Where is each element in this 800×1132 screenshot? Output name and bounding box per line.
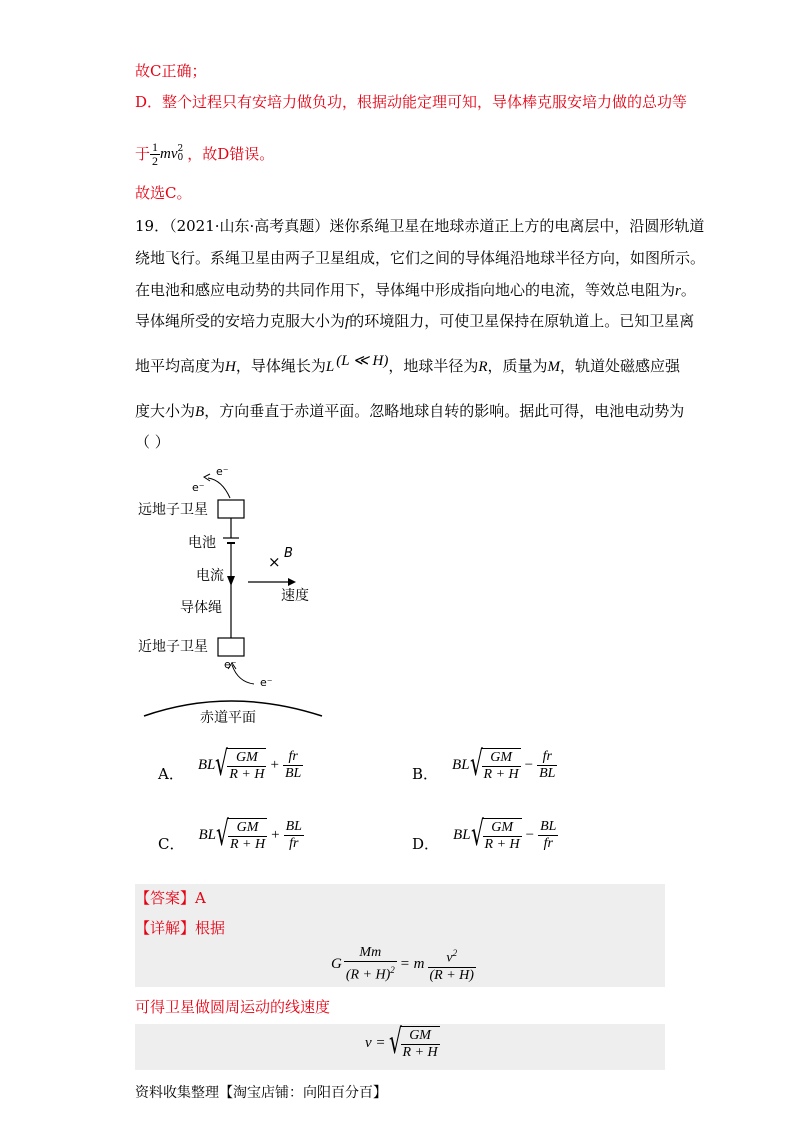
option-b-sqrt-den: R + H bbox=[483, 767, 519, 782]
q6-text-a: 度大小为 bbox=[135, 402, 196, 420]
option-b[interactable] bbox=[412, 744, 557, 784]
electron-top-path bbox=[208, 478, 230, 498]
option-c-pre: BL bbox=[198, 827, 216, 843]
d-supsub bbox=[178, 145, 184, 163]
rope-label: 导体绳 bbox=[180, 600, 222, 616]
var-f: f bbox=[345, 314, 350, 330]
q5-text-c: ，地球半径为 bbox=[388, 357, 479, 375]
option-d-letter: D． bbox=[412, 835, 440, 853]
option-b-frac-den: BL bbox=[539, 766, 556, 781]
current-label: 电流 bbox=[196, 568, 224, 584]
near-satellite-box bbox=[218, 638, 244, 656]
near-satellite-label: 近地子卫星 bbox=[138, 639, 208, 655]
question-line4 bbox=[135, 311, 694, 332]
d-line2-prefix: 于 bbox=[135, 145, 151, 163]
page-footer: 资料收集整理【淘宝店铺：向阳百分百】 bbox=[135, 1085, 387, 1101]
answer-blank: （ ） bbox=[135, 433, 170, 451]
d-sup: 2 bbox=[177, 144, 184, 154]
option-a-letter: A． bbox=[158, 765, 184, 783]
d-line2-suffix: ，故D错误。 bbox=[187, 145, 275, 163]
c-correct-line: 故C正确； bbox=[135, 62, 207, 80]
option-a-sqrt-den: R + H bbox=[229, 767, 265, 782]
option-b-sign: − bbox=[524, 757, 534, 773]
answer-value: A bbox=[195, 889, 206, 907]
var-L: L bbox=[325, 359, 335, 375]
option-a-pre: BL bbox=[197, 757, 216, 773]
option-b-pre: BL bbox=[452, 757, 470, 773]
answer-line bbox=[135, 888, 206, 908]
option-d-frac-den: fr bbox=[543, 836, 553, 851]
question-line1-text: 迷你系绳卫星在地球赤道正上方的电离层中，沿圆形轨道 bbox=[329, 217, 705, 235]
question-line6 bbox=[135, 401, 684, 422]
option-a-sqrt-num: GM bbox=[227, 750, 266, 767]
eq1-rden: (R + H) bbox=[429, 967, 474, 983]
option-b-frac-num: fr bbox=[537, 749, 557, 766]
question-source: （2021·山东·高考真题） bbox=[169, 217, 330, 235]
option-a-frac bbox=[283, 749, 303, 782]
option-d[interactable] bbox=[412, 814, 558, 854]
q5-text-a: 地平均高度为 bbox=[135, 357, 226, 375]
magnetic-field-cross: × bbox=[268, 553, 281, 571]
var-R: R bbox=[478, 359, 488, 375]
eq2-lhs: v = bbox=[365, 1035, 386, 1051]
q5-text-b: ，导体绳长为 bbox=[235, 357, 326, 375]
q4-text-a: 导体绳所受的安培力克服大小为 bbox=[135, 312, 346, 330]
condition-L-much-less-H: (L ≪ H) bbox=[336, 353, 389, 369]
eq1-G: G bbox=[331, 955, 342, 972]
d-frac-den: 2 bbox=[152, 153, 159, 168]
var-M: M bbox=[547, 359, 561, 375]
d-fraction bbox=[150, 141, 160, 168]
detail-label: 【详解】 bbox=[135, 919, 196, 937]
electron-top-1: e⁻ bbox=[216, 465, 229, 478]
option-b-sqrt-num: GM bbox=[482, 750, 521, 767]
eq1-den-text: (R + H) bbox=[345, 967, 391, 983]
question-line3 bbox=[135, 280, 696, 301]
option-d-sqrt-den: R + H bbox=[484, 837, 520, 852]
option-c-frac-num: BL bbox=[285, 819, 302, 834]
option-d-explanation-line1: D．整个过程只有安培力做负功，根据动能定理可知，导体棒克服安培力做的总功等 bbox=[135, 93, 688, 111]
eq1-rnum bbox=[428, 945, 476, 968]
detail-text: 根据 bbox=[195, 919, 226, 937]
electron-top-arrowhead bbox=[204, 474, 210, 481]
option-c-frac bbox=[284, 819, 304, 852]
q5-text-d: ，质量为 bbox=[487, 357, 548, 375]
option-b-letter: B． bbox=[412, 765, 439, 783]
option-b-frac bbox=[537, 749, 557, 782]
question-line5 bbox=[135, 353, 681, 377]
equator-label: 赤道平面 bbox=[200, 710, 256, 726]
option-c-sqrt-den: R + H bbox=[230, 837, 266, 852]
eq2-sqrt: √ $\frac{GM}{R + H}$ bbox=[388, 1022, 438, 1062]
magnetic-field-label: B bbox=[284, 546, 293, 561]
option-c-frac-den: fr bbox=[289, 836, 299, 851]
option-d-sign: − bbox=[525, 827, 535, 843]
option-c[interactable] bbox=[158, 814, 304, 854]
option-c-sqrt: √ $\frac{GM}{R + H}$ bbox=[216, 814, 266, 854]
option-a-sqrt: √ $\frac{GM}{R + H}$ bbox=[215, 744, 265, 784]
q3-text-b: 。 bbox=[680, 281, 696, 299]
option-d-explanation-line2 bbox=[135, 134, 274, 174]
electron-bottom-2: e⁻ bbox=[260, 676, 273, 689]
battery-label: 电池 bbox=[188, 535, 216, 551]
velocity-explanation: 可得卫星做圆周运动的线速度 bbox=[135, 998, 331, 1016]
velocity-label: 速度 bbox=[281, 588, 309, 604]
q5-text-e: ，轨道处磁感应强 bbox=[560, 357, 681, 375]
q4-text-b: 的环境阻力，可使卫星保持在原轨道上。已知卫星离 bbox=[349, 312, 695, 330]
d-sub: 0 bbox=[177, 153, 184, 163]
tether-satellite-diagram bbox=[130, 460, 350, 730]
eq1-right-frac bbox=[428, 945, 476, 984]
detail-line bbox=[135, 918, 225, 938]
choose-c-line: 故选C。 bbox=[135, 184, 192, 202]
velocity-arrowhead bbox=[288, 578, 296, 586]
electron-bottom-1: e⁻ bbox=[224, 658, 237, 671]
equation-gravity-centripetal bbox=[331, 945, 476, 984]
d-expr: mv bbox=[160, 146, 178, 162]
question-line1 bbox=[135, 216, 704, 236]
option-c-sqrt-num: GM bbox=[228, 820, 267, 837]
eq2-den: R + H bbox=[402, 1045, 438, 1060]
option-b-sqrt: √ $\frac{GM}{R + H}$ bbox=[469, 744, 519, 784]
answer-label: 【答案】 bbox=[135, 889, 196, 907]
eq2-num: GM bbox=[401, 1028, 440, 1045]
option-d-sqrt-num: GM bbox=[483, 820, 522, 837]
option-d-frac bbox=[538, 819, 558, 852]
current-arrow bbox=[227, 576, 235, 586]
equation-velocity bbox=[365, 1022, 440, 1062]
option-a-frac-den: BL bbox=[284, 766, 302, 781]
eq1-equals: = m bbox=[399, 955, 425, 972]
var-B: B bbox=[195, 404, 205, 420]
far-satellite-label: 远地子卫星 bbox=[138, 502, 208, 518]
question-number: 19． bbox=[135, 217, 170, 235]
eq1-num: Mm bbox=[344, 945, 397, 962]
option-d-sqrt: √ $\frac{GM}{R + H}$ bbox=[470, 814, 520, 854]
eq1-den-sup: 2 bbox=[390, 965, 395, 975]
option-a-sign: + bbox=[270, 757, 279, 773]
option-d-pre: BL bbox=[453, 827, 471, 843]
var-r: r bbox=[675, 283, 681, 299]
far-satellite-box bbox=[218, 500, 244, 518]
eq1-rnum-text: v bbox=[446, 950, 453, 966]
option-c-sign: + bbox=[271, 827, 280, 843]
var-H: H bbox=[225, 359, 236, 375]
d-frac-num: 1 bbox=[152, 139, 159, 154]
option-a[interactable] bbox=[158, 744, 303, 784]
q6-text-b: ，方向垂直于赤道平面。忽略地球自转的影响。据此可得，电池电动势为 bbox=[204, 402, 685, 420]
question-line2: 绕地飞行。系绳卫星由两子卫星组成，它们之间的导体绳沿地球半径方向，如图所示。 bbox=[135, 249, 706, 267]
option-a-frac-num: fr bbox=[283, 749, 303, 766]
q3-text-a: 在电池和感应电动势的共同作用下，导体绳中形成指向地心的电流，等效总电阻为 bbox=[135, 281, 676, 299]
eq1-left-frac bbox=[344, 945, 397, 984]
option-c-letter: C． bbox=[158, 835, 185, 853]
eq1-den bbox=[344, 962, 397, 984]
electron-top-2: e⁻ bbox=[192, 481, 205, 494]
eq1-rnum-sup: 2 bbox=[452, 948, 458, 958]
option-d-frac-num: BL bbox=[540, 819, 557, 834]
